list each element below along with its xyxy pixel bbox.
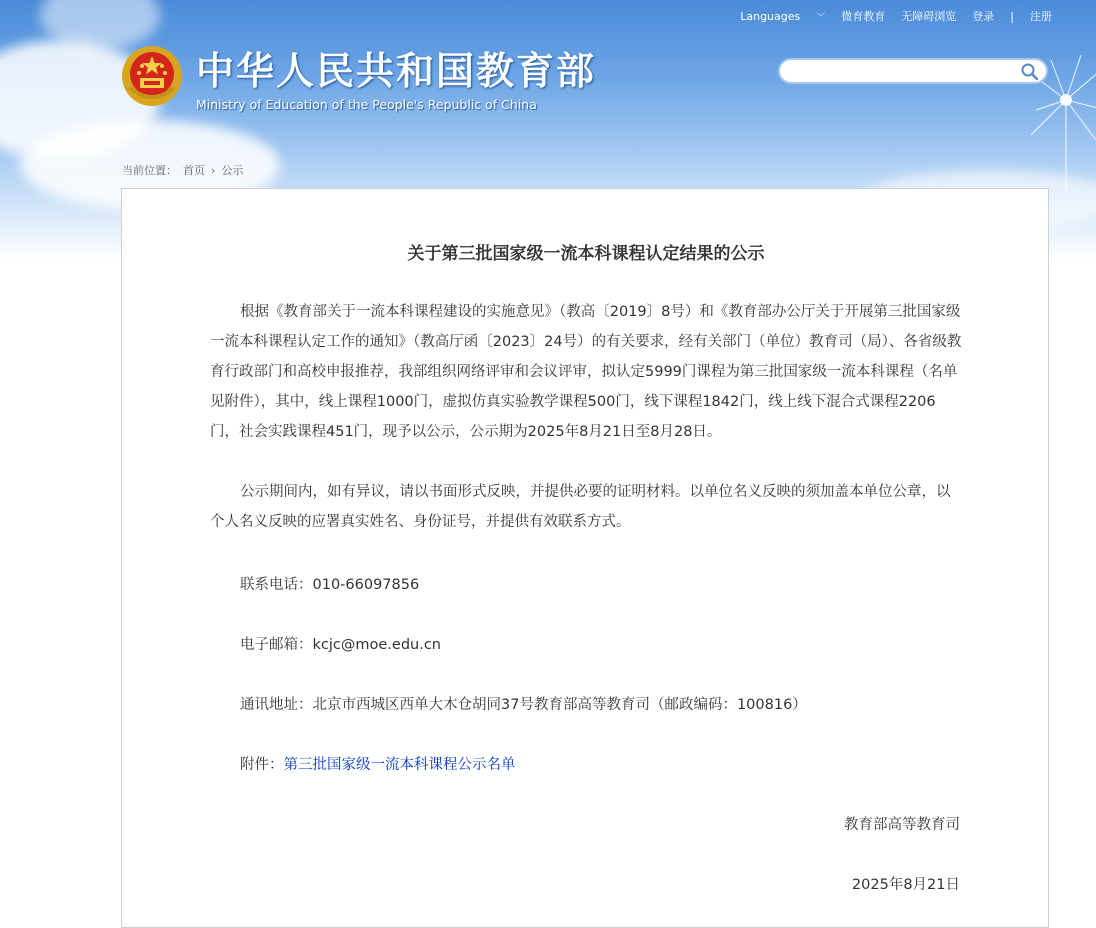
site-title-cn: 中华人民共和国教育部 xyxy=(196,49,597,93)
breadcrumb xyxy=(122,162,243,178)
site-title-en: Ministry of Education of the People's Republic of China xyxy=(196,97,537,112)
article-title: 关于第三批国家级一流本科课程认定结果的公示 xyxy=(407,244,765,264)
attachment-link[interactable]: 第三批国家级一流本科课程公示名单 xyxy=(283,757,516,773)
attachment-label: 附件： xyxy=(240,757,284,773)
publish-date: 2025年8月21日 xyxy=(851,877,960,893)
register-link[interactable]: 注册 xyxy=(1030,10,1052,23)
breadcrumb-home[interactable]: 首页 xyxy=(183,164,205,177)
breadcrumb-label: 当前位置： xyxy=(122,164,177,177)
contact-address: 通讯地址：北京市西城区西单大木仓胡同37号教育部高等教育司（邮政编码：100816） xyxy=(240,697,807,713)
weibo-link[interactable]: 微育教育 xyxy=(841,10,886,23)
search-input[interactable] xyxy=(790,60,1024,84)
search-icon[interactable] xyxy=(1020,62,1040,82)
breadcrumb-current[interactable]: 公示 xyxy=(221,164,244,177)
contact-phone: 联系电话：010-66097856 xyxy=(240,577,420,593)
search-box xyxy=(778,58,1048,84)
divider: | xyxy=(1010,9,1014,23)
site-logo[interactable] xyxy=(120,40,596,112)
attachment-row xyxy=(240,753,516,774)
national-emblem-icon xyxy=(120,44,184,108)
chevron-right-icon: › xyxy=(211,163,216,177)
article-paragraph-2: 公示期间内，如有异议，请以书面形式反映，并提供必要的证明材料。以单位名义反映的须加盖本单位公章，以个人名义反映的应署真实姓名、身份证号，并提供有效联系方式。 xyxy=(210,484,951,530)
article-container xyxy=(121,188,1049,928)
signer: 教育部高等教育司 xyxy=(844,817,960,833)
login-link[interactable]: 登录 xyxy=(972,10,995,23)
contact-email: 电子邮箱：kcjc@moe.edu.cn xyxy=(240,637,441,653)
languages-link[interactable]: Languages xyxy=(740,9,801,23)
article-paragraph-1: 根据《教育部关于一流本科课程建设的实施意见》（教高〔2019〕8号）和《教育部办公厅关于开展第三批国家级一流本科课程认定工作的通知》（教高厅函〔2023〕24号）的有关要求，经有关部门（单位）教育司（局）、各省级教育行政部门和高校申报推荐，我部组织网络评审和会议评审，拟认定5999门课程为第三批国家级一流本科课程（名单见附件），其中，线上课程1000门，虚拟仿真实验教学课程500门，线下课程1842门，线上线下混合式课程2206门，社会实践课程451门，现予以公示，公示期为2025年8月21日至8月28日。 xyxy=(210,304,962,440)
top-links-bar xyxy=(740,8,1052,24)
accessible-link[interactable]: 无障碍浏览 xyxy=(901,10,957,23)
chevron-down-icon[interactable]: ﹀ xyxy=(816,12,826,23)
